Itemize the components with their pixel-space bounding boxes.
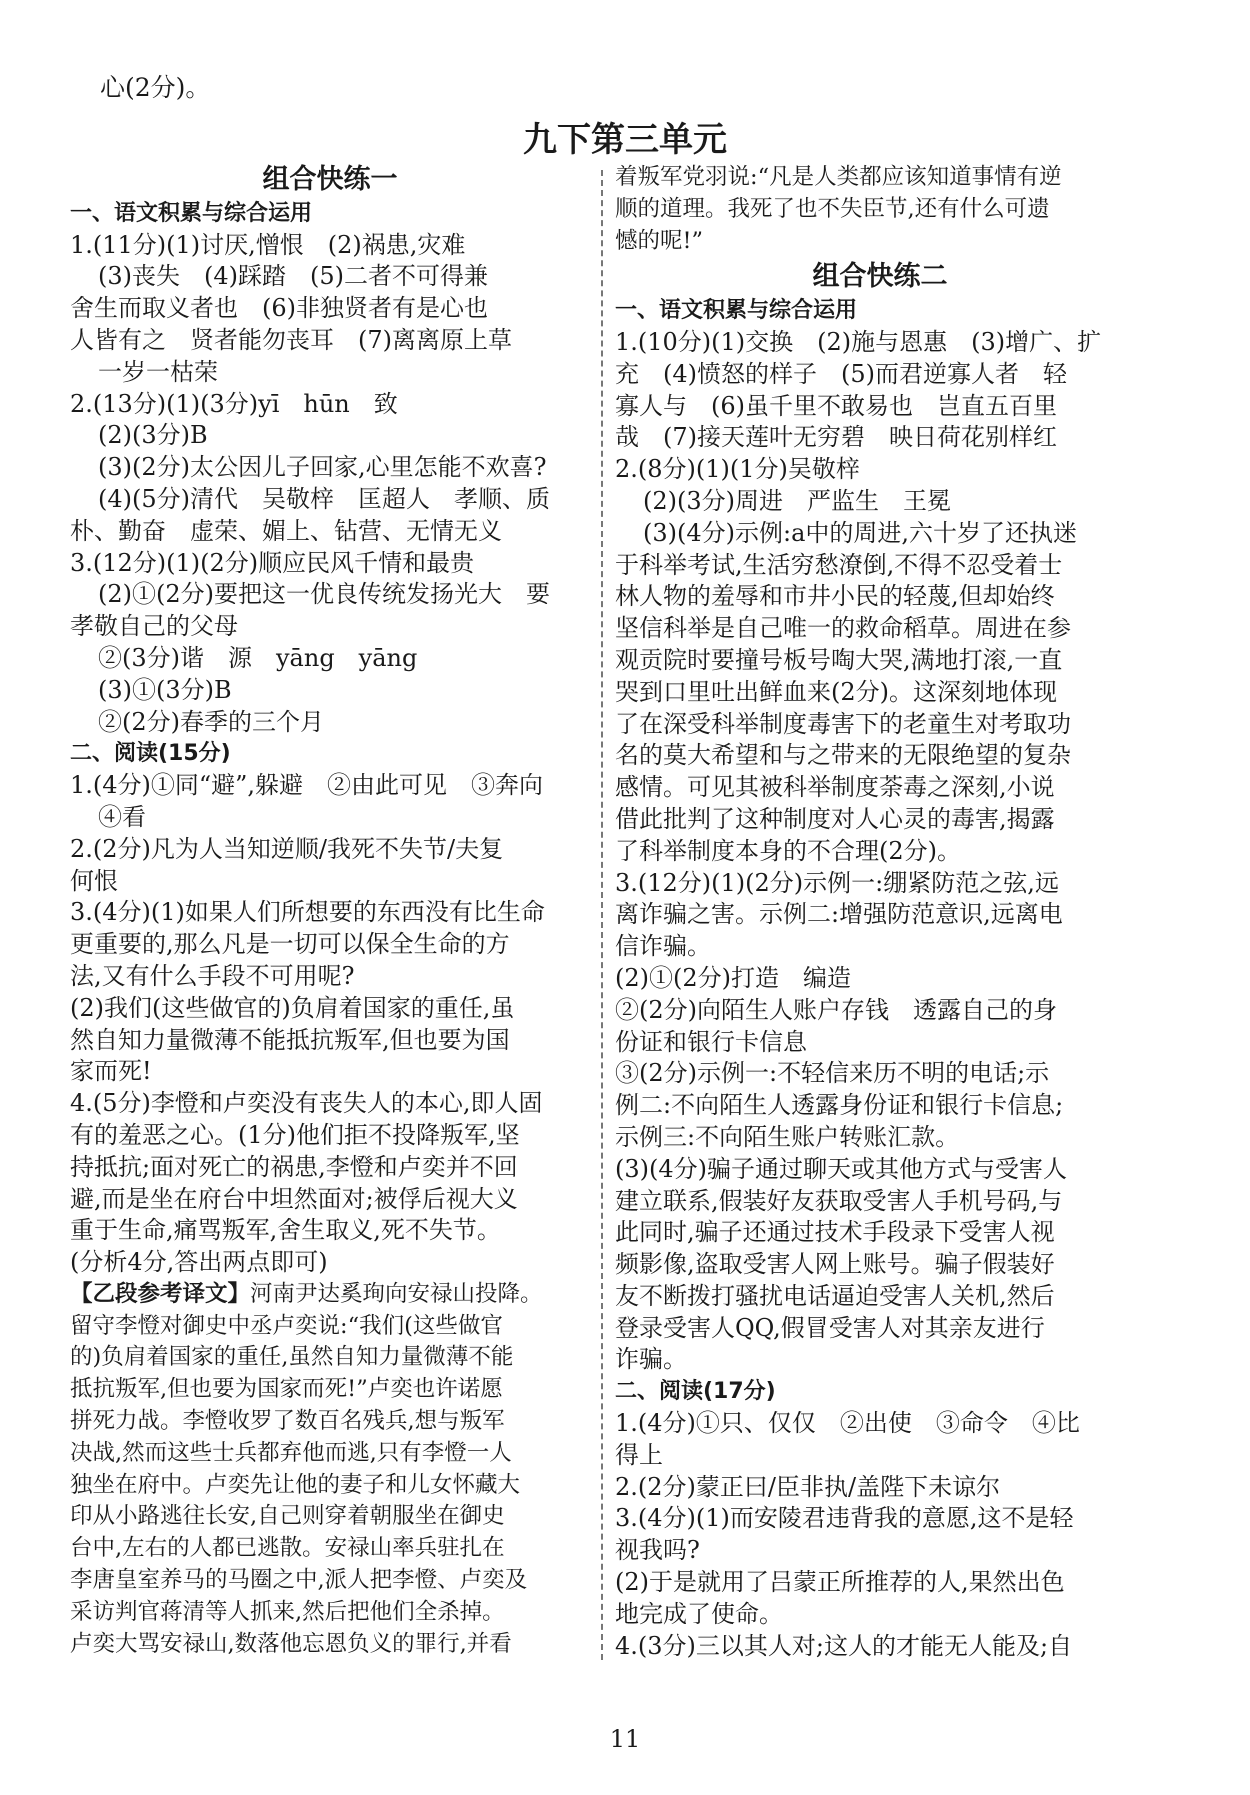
translation-line: 憾的呢!” [615, 227, 704, 254]
translation-block [70, 1279, 590, 1661]
answer-line: 持抵抗;面对死亡的祸患,李憕和卢奕并不回 [70, 1152, 518, 1181]
answer-line: 了在深受科举制度毒害下的老童生对考取功 [615, 709, 1071, 738]
section-title-1: 组合快练一 [262, 164, 398, 195]
answer-line: (2)①(2分)要把这一优良传统发扬光大 要 [98, 580, 550, 609]
answer-line: 舍生而取义者也 (6)非独贤者有是心也 [70, 294, 488, 323]
answer-line: (3)丧失 (4)踩踏 (5)二者不可得兼 [98, 262, 488, 291]
answer-line: (4)(5分)清代 吴敬梓 匡超人 孝顺、质 [98, 484, 550, 513]
answer-line: 观贡院时要撞号板号啕大哭,满地打滚,一直 [615, 645, 1063, 674]
answer-line: 何恨 [70, 866, 118, 895]
left-answers-part2 [70, 770, 590, 1279]
answer-line: (3)(4分)示例:a中的周进,六十岁了还执迷 [643, 518, 1078, 547]
answer-line: 3.(12分)(1)(2分)顺应民风千情和最贵 [70, 548, 475, 577]
translation-continued [615, 162, 1145, 257]
answer-line: 于科举考试,生活穷愁潦倒,不得不忍受着士 [615, 550, 1063, 579]
answer-line: ②(3分)谐 源 yāng yāng [98, 643, 418, 672]
answer-line: 3.(12分)(1)(2分)示例一:绷紧防范之弦,远 [615, 868, 1059, 897]
translation-line: 李唐皇室养马的马圈之中,派人把李憕、卢奕及 [70, 1567, 528, 1594]
answer-line: 4.(5分)李憕和卢奕没有丧失人的本心,即人固 [70, 1089, 543, 1118]
carryover-line: 心(2分)。 [100, 73, 211, 102]
translation-line: 采访判官蒋清等人抓来,然后把他们全杀掉。 [70, 1598, 505, 1625]
answer-line: (3)(4分)骗子通过聊天或其他方式与受害人 [615, 1154, 1067, 1183]
answer-line: 得上 [615, 1440, 663, 1469]
answer-line: 频影像,盗取受害人网上账号。骗子假装好 [615, 1250, 1055, 1279]
translation-line: 抵抗叛军,但也要为国家而死!”卢奕也许诺愿 [70, 1376, 503, 1403]
answer-line: (2)①(2分)打造 编造 [615, 963, 851, 992]
answer-line: 此同时,骗子还通过技术手段录下受害人视 [615, 1218, 1055, 1247]
answer-line: ④看 [98, 802, 146, 831]
column-divider [601, 170, 603, 1660]
translation-first-line [70, 1279, 590, 1311]
answer-line: 人皆有之 贤者能勿丧耳 (7)离离原上草 [70, 325, 512, 354]
translation-line: 留守李憕对御史中丞卢奕说:“我们(这些做官 [70, 1312, 503, 1339]
answer-line: 了科举制度本身的不合理(2分)。 [615, 836, 961, 865]
answer-line: ②(2分)春季的三个月 [98, 707, 324, 736]
answer-line: 借此批判了这种制度对人心灵的毒害,揭露 [615, 804, 1055, 833]
right-answers-part1 [615, 327, 1145, 1376]
answer-line: 朴、勤奋 虚荣、媚上、钻营、无情无义 [70, 516, 502, 545]
answer-line: 哉 (7)接天莲叶无穷碧 映日荷花别样红 [615, 423, 1057, 452]
answer-line: 信诈骗。 [615, 932, 711, 961]
translation-label: 【乙段参考译文】 [70, 1280, 251, 1307]
answer-line: 更重要的,那么凡是一切可以保全生命的方 [70, 930, 510, 959]
answer-line: (3)①(3分)B [98, 675, 232, 704]
answer-line: 友不断拨打骚扰电话逼迫受害人关机,然后 [615, 1281, 1055, 1310]
answer-line: ③(2分)示例一:不轻信来历不明的电话;示 [615, 1059, 1050, 1088]
part-title-accumulation: 一、语文积累与综合运用 [70, 200, 313, 226]
translation-line: 拼死力战。李憕收罗了数百名残兵,想与叛军 [70, 1408, 505, 1435]
answer-line: ②(2分)向陌生人账户存钱 透露自己的身 [615, 995, 1057, 1024]
right-answers-part2 [615, 1408, 1145, 1662]
answer-line: 感情。可见其被科举制度荼毒之深刻,小说 [615, 773, 1055, 802]
left-answers-part1 [70, 230, 590, 739]
answer-line: 示例三:不向陌生账户转账汇款。 [615, 1122, 960, 1151]
answer-line: (3)(2分)太公因儿子回家,心里怎能不欢喜? [98, 453, 547, 482]
left-column [70, 160, 590, 1660]
answer-line: 登录受害人QQ,假冒受害人对其亲友进行 [615, 1313, 1045, 1342]
translation-line: 台中,左右的人都已逃散。安禄山率兵驻扎在 [70, 1535, 505, 1562]
answer-line: (2)我们(这些做官的)负肩着国家的重任,虽 [70, 993, 515, 1022]
answer-line: 4.(3分)三以其人对;这人的才能无人能及;自 [615, 1631, 1073, 1660]
answer-line: 充 (4)愤怒的样子 (5)而君逆寡人者 轻 [615, 359, 1067, 388]
answer-line: 诈骗。 [615, 1345, 687, 1374]
part-title-reading: 二、阅读(15分) [70, 741, 231, 767]
answer-line: (2)(3分)周进 严监生 王冕 [643, 486, 951, 515]
answer-line: 法,又有什么手段不可用呢? [70, 961, 355, 990]
page-number: 11 [609, 1725, 641, 1753]
right-column [615, 162, 1145, 1662]
answer-line: (2)于是就用了吕蒙正所推荐的人,果然出色 [615, 1568, 1065, 1597]
answer-line: (分析4分,答出两点即可) [70, 1248, 328, 1277]
answer-line: 3.(4分)(1)如果人们所想要的东西没有比生命 [70, 898, 545, 927]
answer-line: 2.(2分)凡为人当知逆顺/我死不失节/夫复 [70, 834, 504, 863]
answer-line: 离诈骗之害。示例二:增强防范意识,远离电 [615, 900, 1063, 929]
part-title-accumulation-2: 一、语文积累与综合运用 [615, 298, 858, 324]
answer-line: 视我吗? [615, 1536, 700, 1565]
answer-line: 有的羞恶之心。(1分)他们拒不投降叛军,坚 [70, 1120, 520, 1149]
answer-line: 坚信科举是自己唯一的救命稻草。周进在参 [615, 614, 1071, 643]
answer-line: 林人物的羞辱和市井小民的轻蔑,但却始终 [615, 582, 1055, 611]
answer-line: 家而死! [70, 1057, 152, 1086]
answer-line: 1.(11分)(1)讨厌,憎恨 (2)祸患,灾难 [70, 230, 466, 259]
part-title-reading-2: 二、阅读(17分) [615, 1379, 776, 1405]
translation-line: 决战,然而这些士兵都弃他而逃,只有李憕一人 [70, 1439, 512, 1466]
answer-line: 份证和银行卡信息 [615, 1027, 807, 1056]
answer-line: (2)(3分)B [98, 421, 208, 450]
translation-line: 独坐在府中。卢奕先让他的妻子和儿女怀藏大 [70, 1471, 521, 1498]
answer-line: 避,而是坐在府台中坦然面对;被俘后视大义 [70, 1184, 518, 1213]
answer-line: 1.(4分)①只、仅仅 ②出使 ③命令 ④比 [615, 1409, 1080, 1438]
answer-line: 2.(8分)(1)(1分)吴敬梓 [615, 455, 860, 484]
translation-line: 顺的道理。我死了也不失臣节,还有什么可遗 [615, 195, 1050, 222]
answer-line: 名的莫大希望和与之带来的无限绝望的复杂 [615, 741, 1071, 770]
page-title: 九下第三单元 [523, 120, 727, 160]
answer-line: 3.(4分)(1)而安陵君违背我的意愿,这不是轻 [615, 1504, 1074, 1533]
translation-line: 的)负肩着国家的重任,虽然自知力量微薄不能 [70, 1344, 514, 1371]
answer-line: 例二:不向陌生人透露身份证和银行卡信息; [615, 1091, 1064, 1120]
answer-line: 孝敬自己的父母 [70, 612, 238, 641]
answer-line: 地完成了使命。 [615, 1599, 783, 1628]
section-title-2: 组合快练二 [812, 261, 948, 293]
translation-line: 河南尹达奚珣向安禄山投降。 [250, 1280, 543, 1307]
translation-line: 印从小路逃往长安,自己则穿着朝服坐在御史 [70, 1503, 505, 1530]
answer-line: 哭到口里吐出鲜血来(2分)。这深刻地体现 [615, 677, 1057, 706]
translation-line: 着叛军党羽说:“凡是人类都应该知道事情有逆 [615, 164, 1062, 190]
answer-line: 2.(13分)(1)(3分)yī hūn 致 [70, 389, 398, 418]
answer-line: 1.(4分)①同“避”,躲避 ②由此可见 ③奔向 [70, 771, 544, 800]
answer-line: 建立联系,假装好友获取受害人手机号码,与 [615, 1186, 1063, 1215]
answer-line: 1.(10分)(1)交换 (2)施与恩惠 (3)增广、扩 [615, 327, 1102, 356]
answer-line: 一岁一枯荣 [98, 357, 218, 386]
answer-line: 寡人与 (6)虽千里不敢易也 岂直五百里 [615, 391, 1057, 420]
translation-lines [70, 1311, 590, 1661]
answer-line: 2.(2分)蒙正曰/臣非执/盖陛下未谅尔 [615, 1472, 1001, 1501]
translation-line: 卢奕大骂安禄山,数落他忘恩负义的罪行,并看 [70, 1630, 512, 1657]
answer-line: 然自知力量微薄不能抵抗叛军,但也要为国 [70, 1025, 510, 1054]
answer-line: 重于生命,痛骂叛军,舍生取义,死不失节。 [70, 1216, 501, 1245]
